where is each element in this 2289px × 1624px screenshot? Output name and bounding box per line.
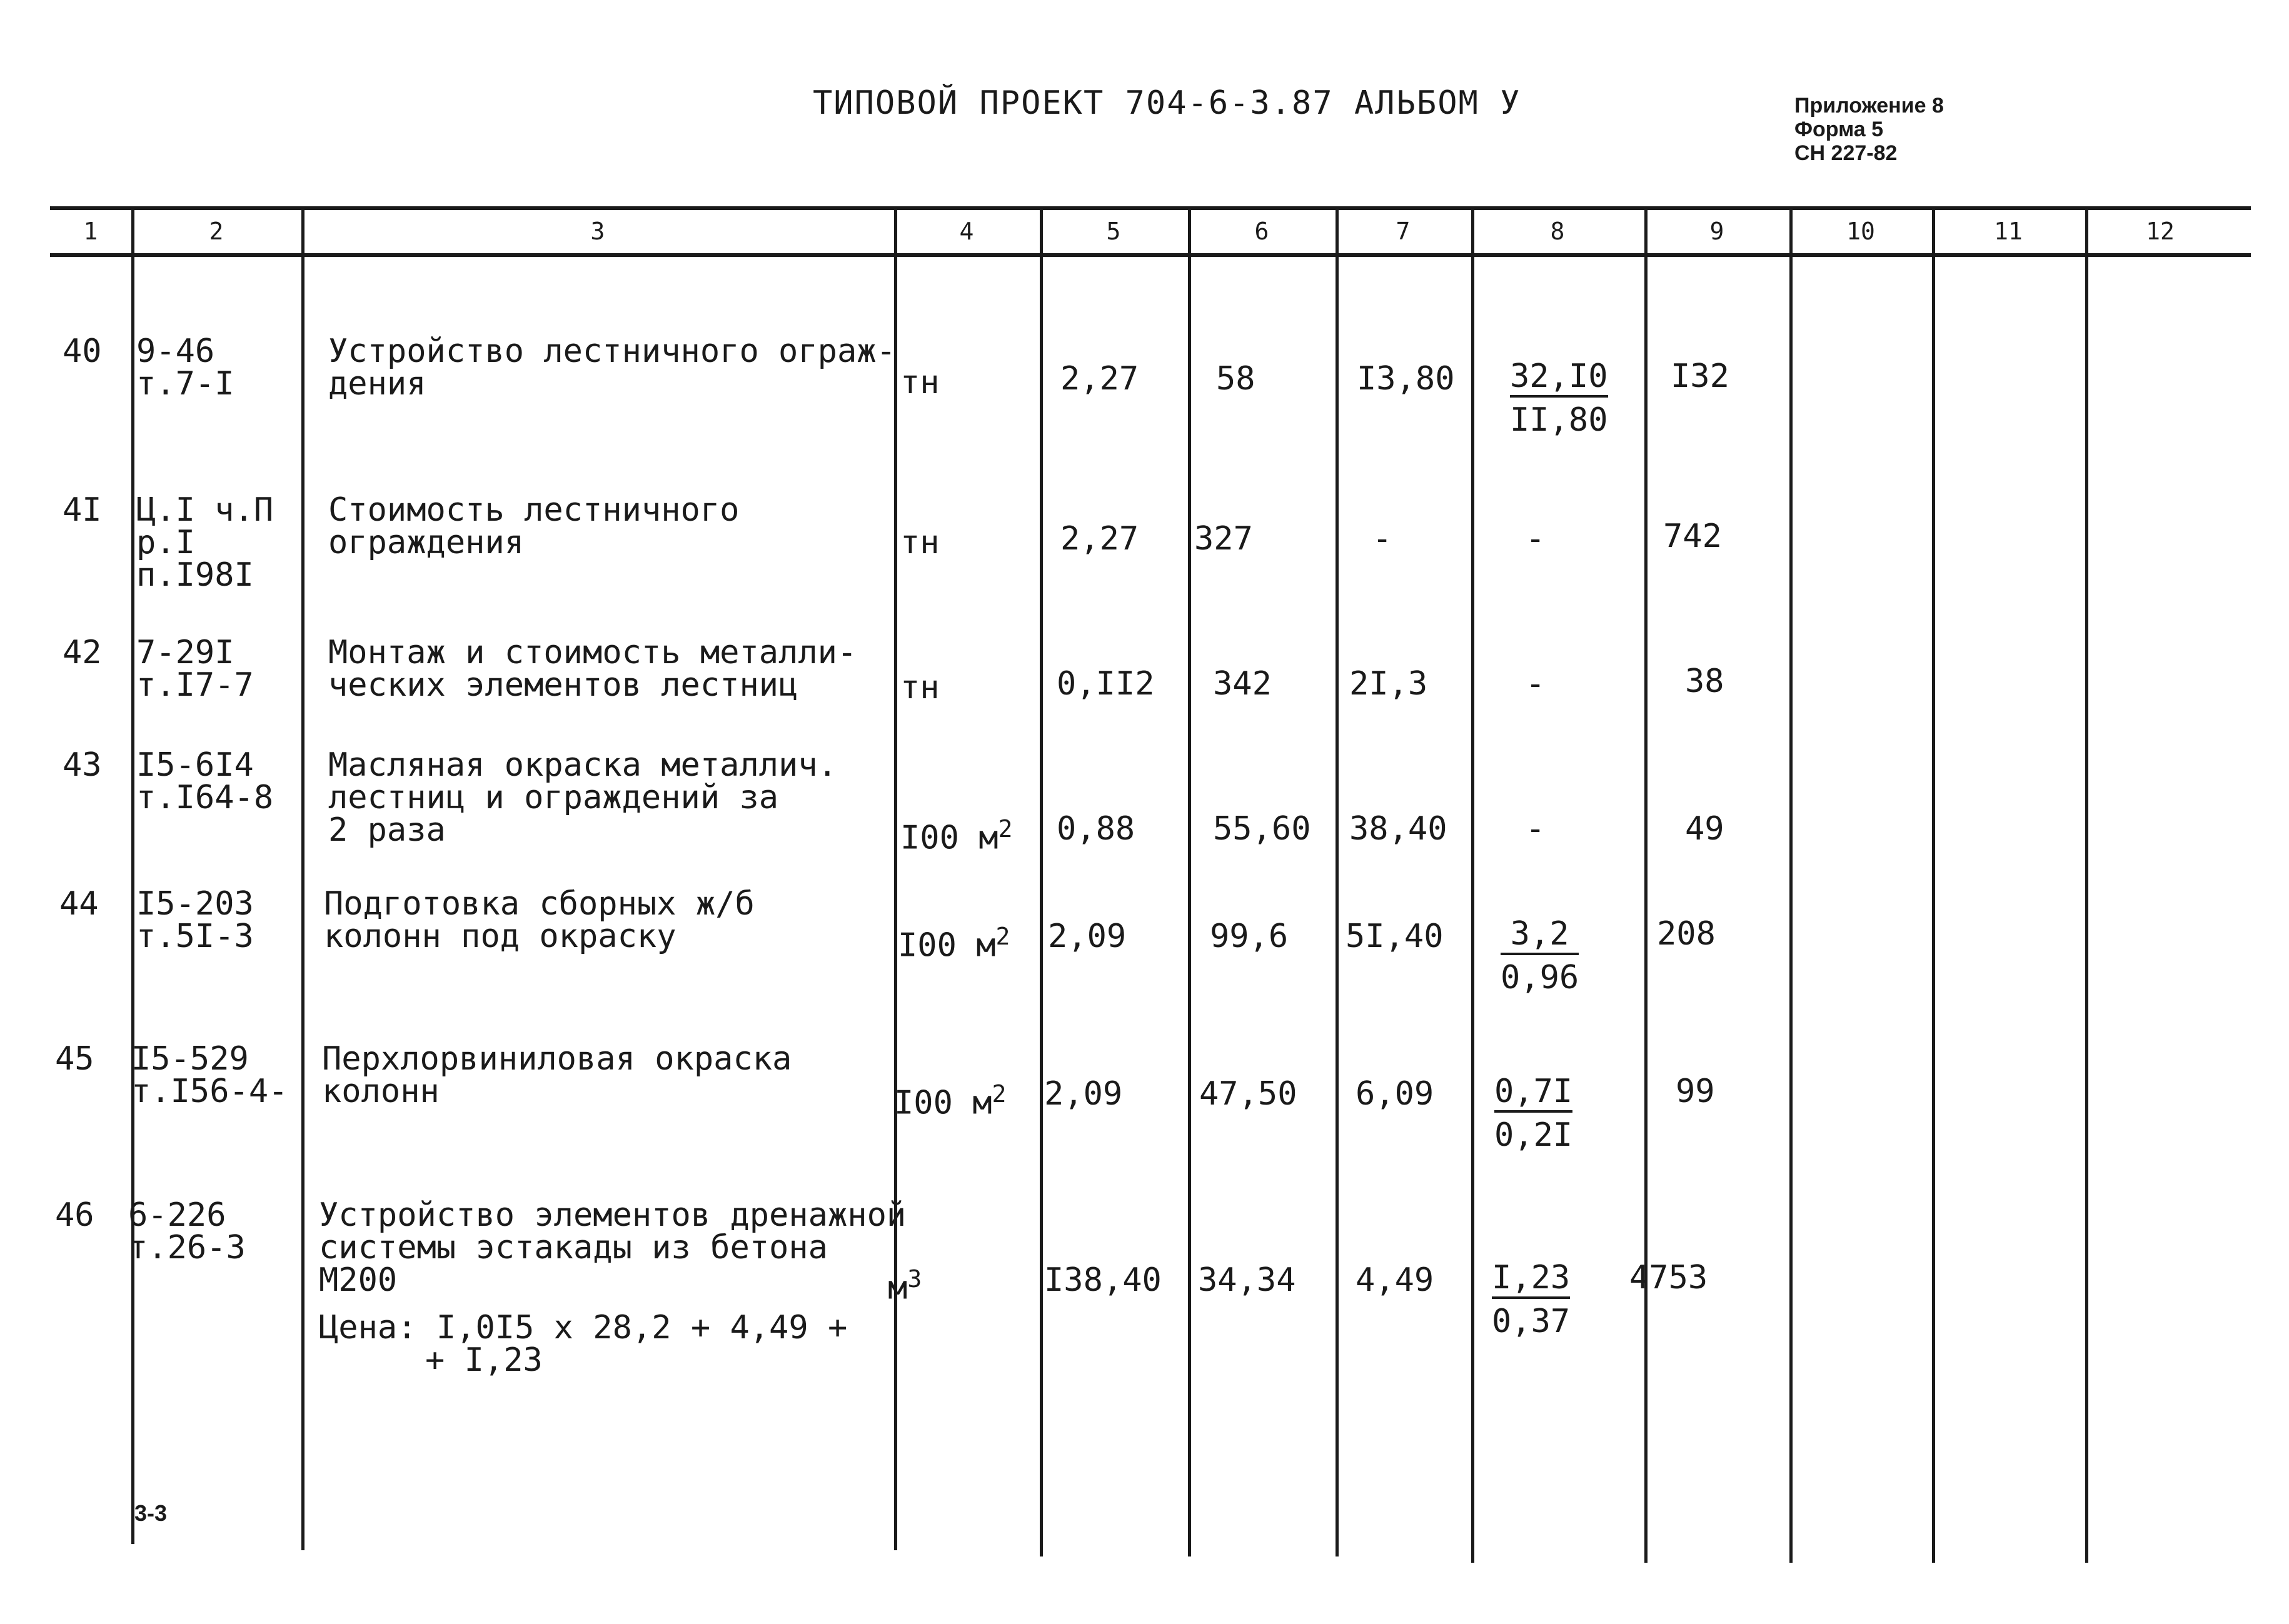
column-number: 6 bbox=[1254, 218, 1269, 245]
desc-line: Устройство элементов дренажной bbox=[319, 1196, 907, 1234]
table-header-rule bbox=[50, 253, 2251, 257]
column-number: 8 bbox=[1550, 218, 1565, 245]
col-divider-4 bbox=[1040, 206, 1043, 1556]
appendix-label: Приложение 8 bbox=[1794, 94, 1944, 118]
row-number: 43 bbox=[63, 746, 102, 784]
row-col9: 742 bbox=[1663, 518, 1722, 555]
column-number: 11 bbox=[1994, 218, 2023, 245]
row-col9: 208 bbox=[1657, 915, 1716, 953]
row-col8-fraction bbox=[1492, 1261, 1570, 1338]
code-line: Ц.I ч.П bbox=[136, 491, 274, 529]
row-code bbox=[136, 333, 234, 403]
unit-text: I00 м bbox=[894, 1084, 992, 1122]
column-number: 2 bbox=[209, 218, 224, 245]
code-line: I5-529 bbox=[131, 1040, 249, 1078]
row-number: 40 bbox=[63, 333, 102, 370]
row-col6: 58 bbox=[1216, 360, 1255, 398]
form-label: Форма 5 bbox=[1794, 118, 1884, 141]
row-col8: - bbox=[1526, 665, 1546, 703]
desc-line: Стоимость лестничного bbox=[328, 491, 740, 529]
desc-line: М200 bbox=[319, 1261, 398, 1299]
document-meta bbox=[1794, 94, 1944, 165]
desc-line: колонн под окраску bbox=[324, 918, 677, 955]
col-divider-11 bbox=[2085, 206, 2088, 1563]
row-col9: 4753 bbox=[1629, 1259, 1708, 1296]
row-description bbox=[328, 634, 857, 704]
row-price-formula bbox=[319, 1309, 848, 1379]
row-code bbox=[136, 634, 254, 704]
unit-text: I00 м bbox=[900, 819, 999, 857]
code-line: 9-46 bbox=[136, 333, 215, 370]
col-divider-1 bbox=[131, 206, 134, 1544]
row-unit bbox=[900, 813, 1013, 857]
row-unit: тн bbox=[900, 669, 940, 706]
row-code bbox=[136, 746, 274, 816]
fraction-denominator: 0,96 bbox=[1501, 959, 1579, 996]
code-line: т.5I-3 bbox=[136, 918, 254, 955]
desc-line: Монтаж и стоимость металли- bbox=[328, 634, 857, 671]
row-description bbox=[322, 1040, 792, 1110]
document-title: ТИПОВОЙ ПРОЕКТ 704-6-3.87 АЛЬБОМ У bbox=[813, 84, 1521, 122]
row-col7: 2I,3 bbox=[1349, 665, 1428, 703]
row-col6: 342 bbox=[1213, 665, 1272, 703]
row-col5: 2,09 bbox=[1044, 1075, 1123, 1113]
row-unit: тн bbox=[900, 364, 940, 401]
desc-line: ограждения bbox=[328, 524, 525, 561]
col-divider-8 bbox=[1644, 206, 1648, 1563]
price-line: Цена: I,0I5 х 28,2 + 4,49 + bbox=[319, 1309, 848, 1346]
desc-line: лестниц и ограждений за bbox=[328, 779, 779, 816]
col-divider-7 bbox=[1471, 206, 1474, 1563]
code-line: 7-29I bbox=[136, 634, 234, 671]
row-col5: 2,27 bbox=[1060, 520, 1139, 558]
col-divider-9 bbox=[1789, 206, 1793, 1563]
row-col5: I38,40 bbox=[1044, 1261, 1162, 1299]
fraction-denominator: II,80 bbox=[1510, 401, 1608, 439]
col-divider-10 bbox=[1932, 206, 1935, 1563]
unit-text: I00 м bbox=[898, 926, 996, 965]
row-unit: тн bbox=[900, 524, 940, 561]
col-divider-6 bbox=[1336, 206, 1339, 1556]
desc-line: Устройство лестничного ограж- bbox=[328, 333, 896, 370]
unit-superscript: 2 bbox=[995, 923, 1010, 950]
unit-superscript: 3 bbox=[907, 1265, 922, 1293]
desc-line: Перхлорвиниловая окраска bbox=[322, 1040, 792, 1078]
row-col7: 38,40 bbox=[1349, 810, 1447, 848]
row-col6: 99,6 bbox=[1210, 918, 1289, 955]
row-col5: 0,II2 bbox=[1057, 665, 1155, 703]
row-col7: 5I,40 bbox=[1346, 918, 1444, 955]
col-divider-3 bbox=[894, 206, 897, 1550]
row-col8-fraction bbox=[1501, 915, 1579, 996]
desc-line: ческих элементов лестниц bbox=[328, 666, 798, 704]
column-number: 5 bbox=[1106, 218, 1121, 245]
row-col9: I32 bbox=[1671, 358, 1729, 395]
row-description bbox=[328, 746, 837, 849]
fraction-numerator: 0,7I bbox=[1494, 1075, 1572, 1113]
fraction-denominator: 0,37 bbox=[1492, 1303, 1571, 1340]
code-line: т.7-I bbox=[136, 365, 234, 403]
code-line: т.I7-7 bbox=[136, 666, 254, 704]
desc-line: системы эстакады из бетона bbox=[319, 1229, 828, 1266]
row-col5: 2,27 bbox=[1060, 360, 1139, 398]
row-col7: - bbox=[1372, 520, 1392, 558]
column-number: 3 bbox=[590, 218, 605, 245]
column-number: 10 bbox=[1846, 218, 1875, 245]
row-col5: 2,09 bbox=[1048, 918, 1127, 955]
column-number: 12 bbox=[2146, 218, 2175, 245]
column-number: 7 bbox=[1396, 218, 1411, 245]
row-col7: 4,49 bbox=[1356, 1261, 1434, 1299]
row-col8: - bbox=[1526, 810, 1546, 848]
desc-line: колонн bbox=[322, 1073, 440, 1110]
code-line: т.I56-4- bbox=[131, 1073, 288, 1110]
desc-line: 2 раза bbox=[328, 811, 446, 849]
row-col6: 55,60 bbox=[1213, 810, 1311, 848]
desc-line: Подготовка сборных ж/б bbox=[324, 885, 755, 923]
unit-text: м bbox=[888, 1269, 908, 1307]
column-number: 9 bbox=[1709, 218, 1724, 245]
fraction-numerator: 32,I0 bbox=[1510, 360, 1608, 398]
code-line: р.I bbox=[136, 524, 195, 561]
row-col6: 47,50 bbox=[1199, 1075, 1297, 1113]
fraction-denominator: 0,2I bbox=[1494, 1116, 1573, 1154]
row-code bbox=[136, 491, 274, 594]
code-line: I5-203 bbox=[136, 885, 254, 923]
row-col7: 6,09 bbox=[1356, 1075, 1434, 1113]
page-code: 3-3 bbox=[134, 1500, 168, 1526]
row-code bbox=[128, 1196, 246, 1266]
row-col8-fraction bbox=[1494, 1073, 1573, 1154]
column-number: 1 bbox=[83, 218, 98, 245]
unit-superscript: 2 bbox=[998, 815, 1013, 843]
fraction-numerator: 3,2 bbox=[1501, 918, 1579, 955]
row-number: 46 bbox=[55, 1196, 94, 1234]
row-description bbox=[328, 491, 740, 561]
row-unit bbox=[894, 1078, 1007, 1122]
row-col9: 38 bbox=[1685, 663, 1724, 700]
row-col5: 0,88 bbox=[1057, 810, 1135, 848]
row-col9: 99 bbox=[1676, 1073, 1715, 1110]
row-description bbox=[319, 1196, 907, 1299]
desc-line: дения bbox=[328, 365, 426, 403]
code-line: п.I98I bbox=[136, 556, 254, 594]
fraction-numerator: I,23 bbox=[1492, 1261, 1570, 1299]
row-col8-fraction bbox=[1510, 358, 1608, 439]
desc-line: Масляная окраска металлич. bbox=[328, 746, 837, 784]
col-divider-5 bbox=[1188, 206, 1191, 1556]
norm-label: СН 227-82 bbox=[1794, 141, 1898, 165]
row-description bbox=[328, 333, 896, 403]
row-code bbox=[136, 885, 254, 955]
row-unit bbox=[888, 1263, 922, 1307]
unit-superscript: 2 bbox=[992, 1080, 1007, 1108]
row-number: 45 bbox=[55, 1040, 94, 1078]
row-number: 44 bbox=[59, 885, 99, 923]
row-number: 42 bbox=[63, 634, 102, 671]
row-code bbox=[131, 1040, 288, 1110]
col-divider-2 bbox=[301, 206, 304, 1550]
row-description bbox=[324, 885, 755, 955]
row-col6: 34,34 bbox=[1198, 1261, 1296, 1299]
row-unit bbox=[898, 920, 1010, 965]
row-number: 4I bbox=[63, 491, 102, 529]
row-col8: - bbox=[1526, 520, 1546, 558]
price-line: + I,23 bbox=[425, 1341, 543, 1379]
code-line: т.I64-8 bbox=[136, 779, 274, 816]
column-number: 4 bbox=[959, 218, 974, 245]
table-top-rule bbox=[50, 206, 2251, 210]
code-line: I5-6I4 bbox=[136, 746, 254, 784]
row-col9: 49 bbox=[1685, 810, 1724, 848]
row-col6: 327 bbox=[1194, 520, 1253, 558]
code-line: т.26-3 bbox=[128, 1229, 246, 1266]
code-line: 6-226 bbox=[128, 1196, 226, 1234]
row-col7: I3,80 bbox=[1357, 360, 1455, 398]
